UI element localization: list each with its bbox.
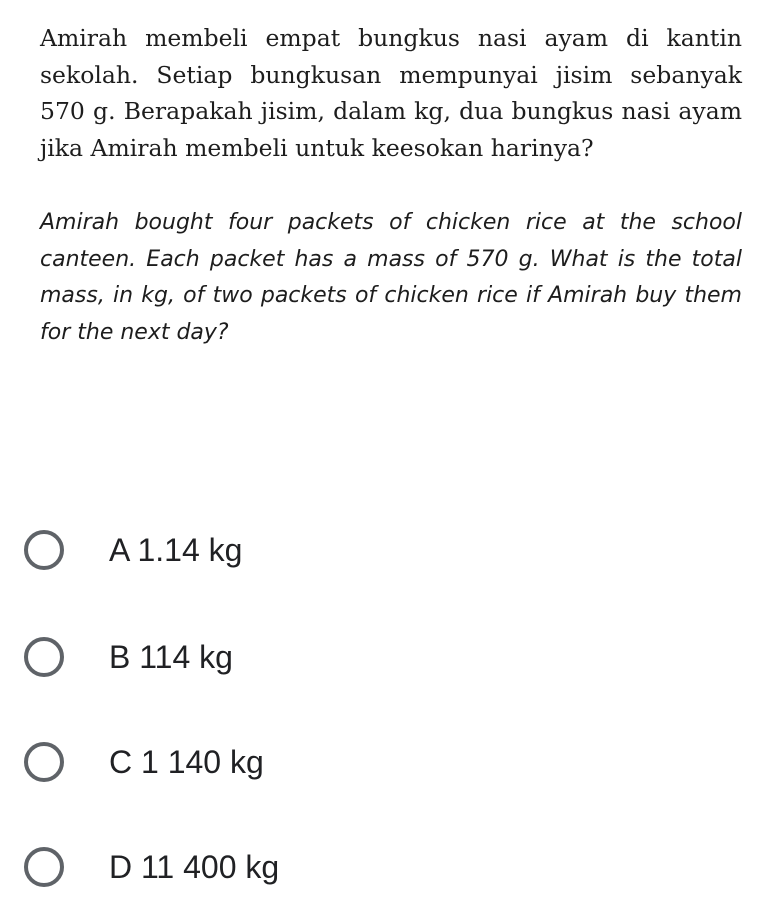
option-d[interactable] (24, 837, 744, 897)
option-label: C 1 140 kg (109, 743, 264, 780)
radio-button-icon[interactable] (24, 847, 64, 887)
option-a[interactable] (24, 520, 744, 580)
option-c[interactable] (24, 732, 744, 792)
question-text-malay: Amirah membeli empat bungkus nasi ayam di kantin sekolah. Setiap bungkusan mempunyai jisim sebanyak 570 g. Berapakah jisim, dalam kg, dua bungkus nasi ayam jika Amirah membeli untuk keesokan harinya? (40, 24, 742, 162)
radio-button-icon[interactable] (24, 530, 64, 570)
option-b[interactable] (24, 627, 744, 687)
option-label: A 1.14 kg (109, 531, 243, 568)
radio-button-icon[interactable] (24, 742, 64, 782)
question-image (0, 0, 772, 380)
radio-button-icon[interactable] (24, 637, 64, 677)
question-text-english: Amirah bought four packets of chicken rice at the school canteen. Each packet has a mass of 570 g. What is the total mass, in kg, of two packets of chicken rice if Amirah buy them for the next day? (40, 210, 742, 345)
option-label: D 11 400 kg (109, 848, 280, 885)
option-label: B 114 kg (109, 638, 233, 675)
